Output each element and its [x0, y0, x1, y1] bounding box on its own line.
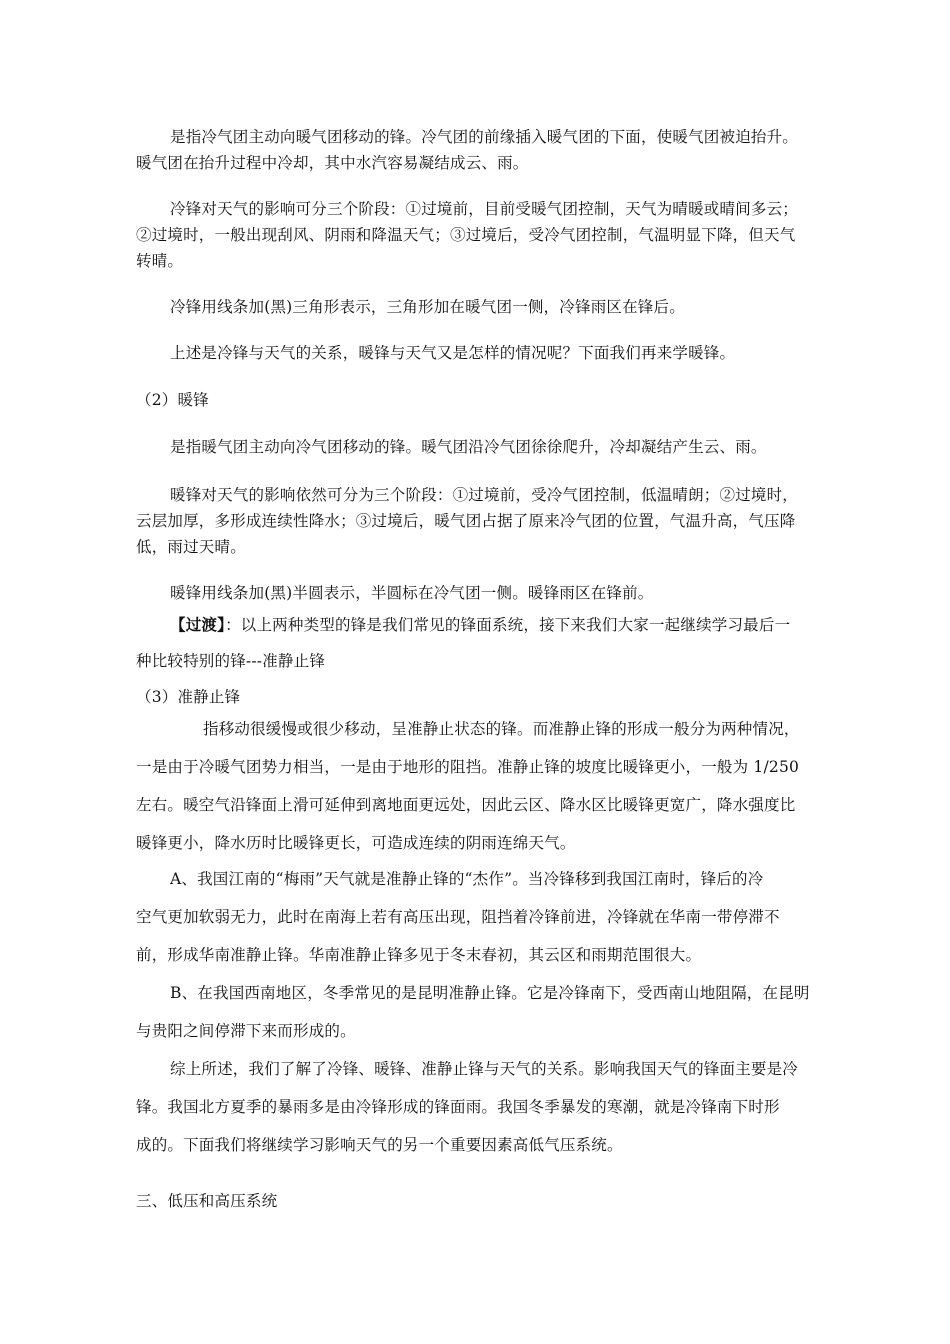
- section-heading-stationary-front: （3）准静止锋: [136, 688, 241, 706]
- paragraph-line: 左右。暖空气沿锋面上滑可延伸到离地面更远处，因此云区、降水区比暖锋更宽广，降水强度比: [136, 796, 796, 814]
- paragraph-line: 一是由于冷暖气团势力相当，一是由于地形的阻挡。准静止锋的坡度比暖锋更小，一般为 1/250: [136, 758, 800, 776]
- paragraph-line: 冷锋用线条加(黑)三角形表示，三角形加在暖气团一侧，冷锋雨区在锋后。: [170, 298, 685, 316]
- section-heading-warm-front: （2）暖锋: [136, 391, 209, 409]
- paragraph-line: 上述是冷锋与天气的关系，暖锋与天气又是怎样的情况呢？下面我们再来学暖锋。: [170, 344, 736, 362]
- paragraph-line: 暖气团在抬升过程中冷却，其中水汽容易凝结成云、雨。: [136, 154, 529, 172]
- paragraph-line: 指移动很缓慢或很少移动，呈准静止状态的锋。而准静止锋的形成一般分为两种情况，: [203, 720, 800, 738]
- paragraph-line: 是指暖气团主动向冷气团移动的锋。暖气团沿冷气团徐徐爬升，冷却凝结产生云、雨。: [170, 438, 767, 456]
- paragraph-line: 暖锋更小，降水历时比暖锋更长，可造成连续的阴雨连绵天气。: [136, 834, 576, 852]
- paragraph-line: 暖锋用线条加(黑)半圆表示，半圆标在冷气团一侧。暖锋雨区在锋前。: [170, 584, 654, 602]
- paragraph-line: 种比较特别的锋---准静止锋: [136, 652, 326, 670]
- paragraph-line: 与贵阳之间停滞下来而形成的。: [136, 1022, 356, 1040]
- transition-text: ：以上两种类型的锋是我们常见的锋面系统，接下来我们大家一起继续学习最后一: [225, 616, 791, 634]
- paragraph-line: 低，雨过天晴。: [136, 538, 246, 556]
- paragraph-line: 锋。我国北方夏季的暴雨多是由冷锋形成的锋面雨。我国冬季暴发的寒潮，就是冷锋南下时形: [136, 1098, 780, 1116]
- paragraph-line: 是指冷气团主动向暖气团移动的锋。冷气团的前缘插入暖气团的下面，使暖气团被迫抬升。: [170, 128, 799, 146]
- paragraph-line: 云层加厚，多形成连续性降水；③过境后，暖气团占据了原来冷气团的位置，气温升高，气压降: [136, 512, 796, 530]
- paragraph-line: 成的。下面我们将继续学习影响天气的另一个重要因素高低气压系统。: [136, 1136, 623, 1154]
- transition-line: [170, 612, 790, 638]
- paragraph-line: 转晴。: [136, 252, 184, 270]
- paragraph-line: 冷锋对天气的影响可分三个阶段：①过境前，目前受暖气团控制，天气为晴暖或晴间多云；: [170, 200, 799, 218]
- paragraph-line: ②过境时，一般出现刮风、阴雨和降温天气；③过境后，受冷气团控制，气温明显下降，但天气: [136, 226, 796, 244]
- transition-tag: 【过渡】: [170, 615, 226, 634]
- paragraph-line: 综上所述，我们了解了冷锋、暖锋、准静止锋与天气的关系。影响我国天气的锋面主要是冷: [170, 1060, 799, 1078]
- paragraph-line: 暖锋对天气的影响依然可分为三个阶段：①过境前，受冷气团控制，低温晴朗；②过境时，: [170, 486, 799, 504]
- paragraph-line: 前，形成华南准静止锋。华南准静止锋多见于冬末春初，其云区和雨期范围很大。: [136, 946, 702, 964]
- section-heading-pressure-systems: 三、低压和高压系统: [136, 1192, 278, 1210]
- paragraph-line: 空气更加软弱无力，此时在南海上若有高压出现，阻挡着冷锋前进，冷锋就在华南一带停滞不: [136, 908, 780, 926]
- paragraph-line: B、在我国西南地区，冬季常见的是昆明准静止锋。它是冷锋南下，受西南山地阻隔，在昆明: [170, 984, 810, 1002]
- paragraph-line: A、我国江南的“梅雨”天气就是准静止锋的“杰作”。当冷锋移到我国江南时，锋后的冷: [170, 870, 764, 888]
